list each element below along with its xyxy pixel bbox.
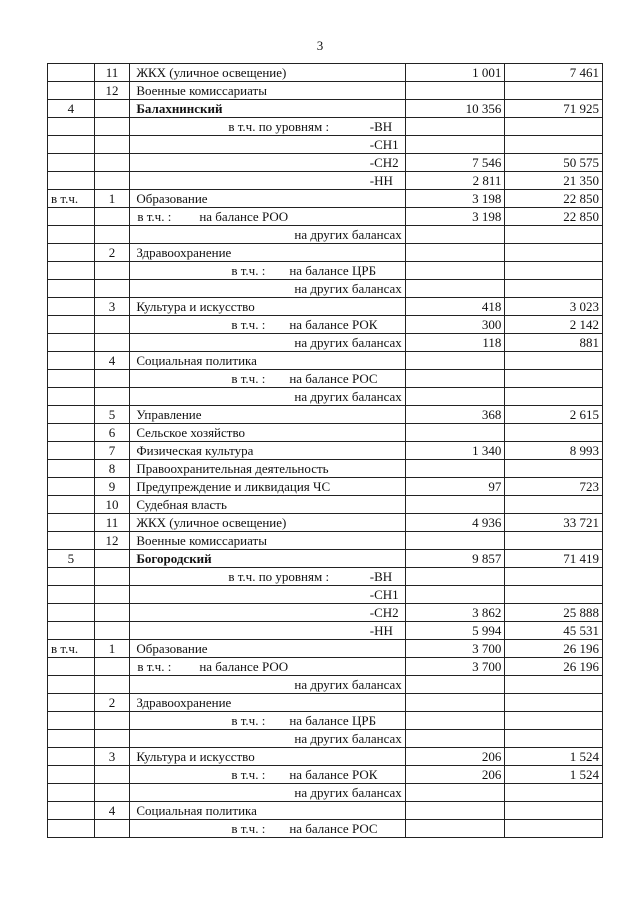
row-label-cell — [130, 568, 405, 586]
table-row — [48, 262, 603, 280]
table-row — [48, 820, 603, 838]
row-label-cell: ЖКХ (уличное освещение) — [130, 64, 405, 82]
row-value-1 — [405, 262, 505, 280]
row-number-cell — [94, 154, 130, 172]
table-row — [48, 586, 603, 604]
row-section-cell — [48, 820, 95, 838]
row-value-2: 33 721 — [505, 514, 603, 532]
sub-balance: на балансе РОО — [199, 658, 289, 674]
row-value-1: 4 936 — [405, 514, 505, 532]
row-label-cell: Социальная политика — [130, 352, 405, 370]
row-section-cell — [48, 514, 95, 532]
row-number-cell: 11 — [94, 64, 130, 82]
row-section-cell — [48, 82, 95, 100]
row-section-cell — [48, 424, 95, 442]
table-row — [48, 100, 603, 118]
row-value-2: 7 461 — [505, 64, 603, 82]
sub-prefix: в т.ч. : — [137, 208, 172, 224]
row-value-2 — [505, 712, 603, 730]
row-label-cell — [130, 658, 405, 676]
table-row — [48, 712, 603, 730]
level-code: -СН1 — [369, 136, 399, 152]
sub-prefix: в т.ч. : — [231, 370, 266, 386]
row-value-1: 3 700 — [405, 640, 505, 658]
sub-prefix: в т.ч. : — [231, 766, 266, 782]
table-row — [48, 478, 603, 496]
table-row — [48, 298, 603, 316]
row-number-cell — [94, 100, 130, 118]
row-number-cell — [94, 604, 130, 622]
row-value-2 — [505, 676, 603, 694]
table-row — [48, 352, 603, 370]
row-number-cell — [94, 136, 130, 154]
row-number-cell — [94, 586, 130, 604]
row-value-1: 5 994 — [405, 622, 505, 640]
row-value-1: 3 700 — [405, 658, 505, 676]
row-section-cell: 4 — [48, 100, 95, 118]
row-number-cell — [94, 262, 130, 280]
row-value-2 — [505, 244, 603, 262]
row-number-cell — [94, 784, 130, 802]
row-value-1: 368 — [405, 406, 505, 424]
row-section-cell — [48, 586, 95, 604]
row-label-cell — [130, 154, 405, 172]
level-code: -ВН — [369, 118, 393, 134]
row-value-2 — [505, 820, 603, 838]
row-label-cell: Образование — [130, 640, 405, 658]
row-section-cell — [48, 64, 95, 82]
table-row — [48, 388, 603, 406]
row-value-2: 3 023 — [505, 298, 603, 316]
row-number-cell — [94, 334, 130, 352]
row-value-1 — [405, 244, 505, 262]
table-row — [48, 460, 603, 478]
row-value-2: 22 850 — [505, 190, 603, 208]
row-value-1: 7 546 — [405, 154, 505, 172]
table-row — [48, 640, 603, 658]
row-label-cell: Правоохранительная деятельность — [130, 460, 405, 478]
row-value-2: 21 350 — [505, 172, 603, 190]
row-value-2 — [505, 82, 603, 100]
row-value-2: 45 531 — [505, 622, 603, 640]
table-row — [48, 802, 603, 820]
row-section-cell — [48, 712, 95, 730]
row-value-2 — [505, 730, 603, 748]
table-row — [48, 568, 603, 586]
row-label-cell — [130, 730, 405, 748]
row-label-cell: Управление — [130, 406, 405, 424]
level-code: -НН — [369, 622, 393, 638]
row-value-1 — [405, 280, 505, 298]
row-number-cell: 4 — [94, 802, 130, 820]
sub-balance: на балансе РОО — [199, 208, 289, 224]
sub-balance: на балансе РОК — [289, 766, 378, 782]
other-balances: на других балансах — [294, 280, 402, 296]
row-label-cell: ЖКХ (уличное освещение) — [130, 514, 405, 532]
row-section-cell — [48, 604, 95, 622]
row-number-cell — [94, 568, 130, 586]
row-value-1: 118 — [405, 334, 505, 352]
row-section-cell — [48, 316, 95, 334]
row-value-1: 9 857 — [405, 550, 505, 568]
row-label-cell: Здравоохранение — [130, 694, 405, 712]
row-value-1: 2 811 — [405, 172, 505, 190]
row-value-1 — [405, 802, 505, 820]
table-row — [48, 136, 603, 154]
row-label-cell: Культура и искусство — [130, 748, 405, 766]
row-label-cell — [130, 280, 405, 298]
row-value-1 — [405, 676, 505, 694]
row-value-1: 10 356 — [405, 100, 505, 118]
table-row — [48, 64, 603, 82]
other-balances: на других балансах — [294, 676, 402, 692]
row-label-cell — [130, 172, 405, 190]
row-label-cell — [130, 136, 405, 154]
table-row — [48, 766, 603, 784]
row-number-cell — [94, 550, 130, 568]
row-value-2 — [505, 370, 603, 388]
row-section-cell — [48, 730, 95, 748]
row-value-1: 97 — [405, 478, 505, 496]
row-section-cell — [48, 442, 95, 460]
table-row — [48, 550, 603, 568]
row-value-1: 418 — [405, 298, 505, 316]
table-row — [48, 496, 603, 514]
row-value-2: 1 524 — [505, 766, 603, 784]
page-number: 3 — [316, 38, 324, 53]
row-number-cell: 2 — [94, 244, 130, 262]
sub-prefix: в т.ч. : — [137, 658, 172, 674]
row-section-cell — [48, 136, 95, 154]
sub-balance: на балансе ЦРБ — [289, 712, 377, 728]
row-value-2 — [505, 802, 603, 820]
row-section-cell — [48, 208, 95, 226]
row-label-cell: Богородский — [130, 550, 405, 568]
row-value-2: 2 615 — [505, 406, 603, 424]
row-label-cell — [130, 388, 405, 406]
sub-prefix: в т.ч. : — [231, 316, 266, 332]
row-value-1: 3 198 — [405, 208, 505, 226]
row-section-cell — [48, 694, 95, 712]
table-row — [48, 370, 603, 388]
row-label-cell — [130, 712, 405, 730]
table-row — [48, 658, 603, 676]
row-value-1 — [405, 496, 505, 514]
budget-table — [47, 63, 603, 838]
row-value-1 — [405, 532, 505, 550]
sub-prefix: в т.ч. : — [231, 820, 266, 836]
row-value-1 — [405, 694, 505, 712]
row-number-cell — [94, 658, 130, 676]
row-label-cell — [130, 226, 405, 244]
row-number-cell: 3 — [94, 298, 130, 316]
row-section-cell — [48, 352, 95, 370]
row-section-cell — [48, 154, 95, 172]
row-value-1: 1 340 — [405, 442, 505, 460]
levels-label: в т.ч. по уровням : — [228, 568, 330, 584]
row-section-cell — [48, 766, 95, 784]
row-label-cell — [130, 622, 405, 640]
row-section-cell — [48, 172, 95, 190]
table-row — [48, 406, 603, 424]
row-number-cell: 12 — [94, 82, 130, 100]
row-value-1 — [405, 784, 505, 802]
row-value-1 — [405, 352, 505, 370]
row-section-cell — [48, 658, 95, 676]
row-value-1 — [405, 118, 505, 136]
row-section-cell — [48, 406, 95, 424]
table-row — [48, 334, 603, 352]
row-value-1 — [405, 424, 505, 442]
row-label-cell — [130, 262, 405, 280]
row-label-cell: Военные комиссариаты — [130, 532, 405, 550]
row-label-cell — [130, 208, 405, 226]
row-value-1: 206 — [405, 748, 505, 766]
row-value-2: 1 524 — [505, 748, 603, 766]
row-value-2 — [505, 352, 603, 370]
row-value-1 — [405, 388, 505, 406]
table-row — [48, 442, 603, 460]
row-number-cell: 12 — [94, 532, 130, 550]
row-value-2: 723 — [505, 478, 603, 496]
row-section-cell — [48, 478, 95, 496]
row-section-cell — [48, 568, 95, 586]
row-label-cell: Балахнинский — [130, 100, 405, 118]
row-value-1 — [405, 730, 505, 748]
row-number-cell: 4 — [94, 352, 130, 370]
row-value-1 — [405, 370, 505, 388]
sub-balance: на балансе РОК — [289, 316, 378, 332]
table-row — [48, 748, 603, 766]
row-value-2: 25 888 — [505, 604, 603, 622]
row-value-2: 71 925 — [505, 100, 603, 118]
row-number-cell — [94, 208, 130, 226]
row-value-2 — [505, 694, 603, 712]
row-number-cell — [94, 118, 130, 136]
row-value-1 — [405, 568, 505, 586]
row-number-cell: 3 — [94, 748, 130, 766]
table-row — [48, 604, 603, 622]
row-label-cell: Физическая культура — [130, 442, 405, 460]
row-section-cell — [48, 244, 95, 262]
row-section-cell — [48, 334, 95, 352]
row-value-2 — [505, 496, 603, 514]
row-label-cell — [130, 820, 405, 838]
row-number-cell: 7 — [94, 442, 130, 460]
row-label-cell — [130, 118, 405, 136]
row-label-cell: Культура и искусство — [130, 298, 405, 316]
row-section-cell: 5 — [48, 550, 95, 568]
level-code: -СН1 — [369, 586, 399, 602]
row-label-cell: Военные комиссариаты — [130, 82, 405, 100]
row-number-cell — [94, 730, 130, 748]
level-code: -СН2 — [369, 154, 399, 170]
row-section-cell — [48, 748, 95, 766]
row-value-1: 206 — [405, 766, 505, 784]
levels-label: в т.ч. по уровням : — [228, 118, 330, 134]
row-value-1 — [405, 136, 505, 154]
table-row — [48, 208, 603, 226]
row-number-cell: 9 — [94, 478, 130, 496]
row-section-cell — [48, 226, 95, 244]
row-label-cell — [130, 784, 405, 802]
table-row — [48, 784, 603, 802]
table-row — [48, 316, 603, 334]
row-label-cell: Здравоохранение — [130, 244, 405, 262]
row-value-2 — [505, 532, 603, 550]
row-value-2: 26 196 — [505, 640, 603, 658]
sub-balance: на балансе ЦРБ — [289, 262, 377, 278]
other-balances: на других балансах — [294, 334, 402, 350]
row-number-cell — [94, 622, 130, 640]
row-number-cell: 1 — [94, 190, 130, 208]
row-section-cell — [48, 784, 95, 802]
table-row — [48, 730, 603, 748]
row-value-2 — [505, 784, 603, 802]
other-balances: на других балансах — [294, 226, 402, 242]
row-value-2 — [505, 424, 603, 442]
other-balances: на других балансах — [294, 730, 402, 746]
table-row — [48, 226, 603, 244]
row-label-cell: Предупреждение и ликвидация ЧС — [130, 478, 405, 496]
row-section-cell — [48, 370, 95, 388]
row-value-1: 3 198 — [405, 190, 505, 208]
other-balances: на других балансах — [294, 784, 402, 800]
row-label-cell — [130, 316, 405, 334]
row-section-cell — [48, 118, 95, 136]
row-value-2: 71 419 — [505, 550, 603, 568]
row-section-cell — [48, 532, 95, 550]
sub-prefix: в т.ч. : — [231, 712, 266, 728]
row-value-2: 26 196 — [505, 658, 603, 676]
row-value-1 — [405, 586, 505, 604]
table-row — [48, 82, 603, 100]
row-label-cell: Образование — [130, 190, 405, 208]
sub-balance: на балансе РОС — [289, 370, 378, 386]
row-number-cell — [94, 316, 130, 334]
row-section-cell — [48, 496, 95, 514]
row-label-cell — [130, 604, 405, 622]
row-label-cell — [130, 676, 405, 694]
table-row — [48, 190, 603, 208]
budget-table-body — [48, 64, 603, 838]
table-row — [48, 622, 603, 640]
row-number-cell — [94, 226, 130, 244]
row-value-2 — [505, 586, 603, 604]
row-number-cell: 1 — [94, 640, 130, 658]
row-value-2: 881 — [505, 334, 603, 352]
row-number-cell: 6 — [94, 424, 130, 442]
row-number-cell: 2 — [94, 694, 130, 712]
row-label-cell: Социальная политика — [130, 802, 405, 820]
table-row — [48, 514, 603, 532]
row-number-cell — [94, 172, 130, 190]
row-value-1 — [405, 820, 505, 838]
table-row — [48, 154, 603, 172]
row-value-2 — [505, 280, 603, 298]
row-number-cell — [94, 388, 130, 406]
row-number-cell: 8 — [94, 460, 130, 478]
row-section-cell: в т.ч. — [48, 640, 95, 658]
table-row — [48, 676, 603, 694]
row-number-cell: 10 — [94, 496, 130, 514]
table-row — [48, 118, 603, 136]
table-row — [48, 532, 603, 550]
row-section-cell — [48, 262, 95, 280]
row-value-2 — [505, 460, 603, 478]
row-value-1: 3 862 — [405, 604, 505, 622]
row-value-1: 300 — [405, 316, 505, 334]
row-label-cell: Судебная власть — [130, 496, 405, 514]
table-row — [48, 280, 603, 298]
sub-balance: на балансе РОС — [289, 820, 378, 836]
row-number-cell — [94, 820, 130, 838]
row-number-cell — [94, 370, 130, 388]
row-value-2 — [505, 262, 603, 280]
level-code: -СН2 — [369, 604, 399, 620]
row-label-cell — [130, 370, 405, 388]
row-number-cell: 11 — [94, 514, 130, 532]
row-value-1 — [405, 226, 505, 244]
row-value-2: 22 850 — [505, 208, 603, 226]
row-number-cell: 5 — [94, 406, 130, 424]
row-value-2: 50 575 — [505, 154, 603, 172]
row-value-1: 1 001 — [405, 64, 505, 82]
row-number-cell — [94, 712, 130, 730]
row-label-cell — [130, 334, 405, 352]
row-number-cell — [94, 676, 130, 694]
row-section-cell — [48, 298, 95, 316]
row-value-1 — [405, 712, 505, 730]
level-code: -НН — [369, 172, 393, 188]
row-value-1 — [405, 460, 505, 478]
row-section-cell: в т.ч. — [48, 190, 95, 208]
row-value-2: 2 142 — [505, 316, 603, 334]
row-value-2 — [505, 136, 603, 154]
row-number-cell — [94, 766, 130, 784]
row-section-cell — [48, 622, 95, 640]
row-value-2 — [505, 388, 603, 406]
level-code: -ВН — [369, 568, 393, 584]
table-row — [48, 244, 603, 262]
row-section-cell — [48, 460, 95, 478]
row-label-cell — [130, 586, 405, 604]
row-section-cell — [48, 388, 95, 406]
row-label-cell — [130, 766, 405, 784]
table-row — [48, 424, 603, 442]
table-row — [48, 172, 603, 190]
row-section-cell — [48, 280, 95, 298]
other-balances: на других балансах — [294, 388, 402, 404]
row-value-2: 8 993 — [505, 442, 603, 460]
row-value-1 — [405, 82, 505, 100]
row-section-cell — [48, 676, 95, 694]
table-row — [48, 694, 603, 712]
row-value-2 — [505, 118, 603, 136]
sub-prefix: в т.ч. : — [231, 262, 266, 278]
row-value-2 — [505, 226, 603, 244]
row-number-cell — [94, 280, 130, 298]
row-section-cell — [48, 802, 95, 820]
row-label-cell: Сельское хозяйство — [130, 424, 405, 442]
row-value-2 — [505, 568, 603, 586]
